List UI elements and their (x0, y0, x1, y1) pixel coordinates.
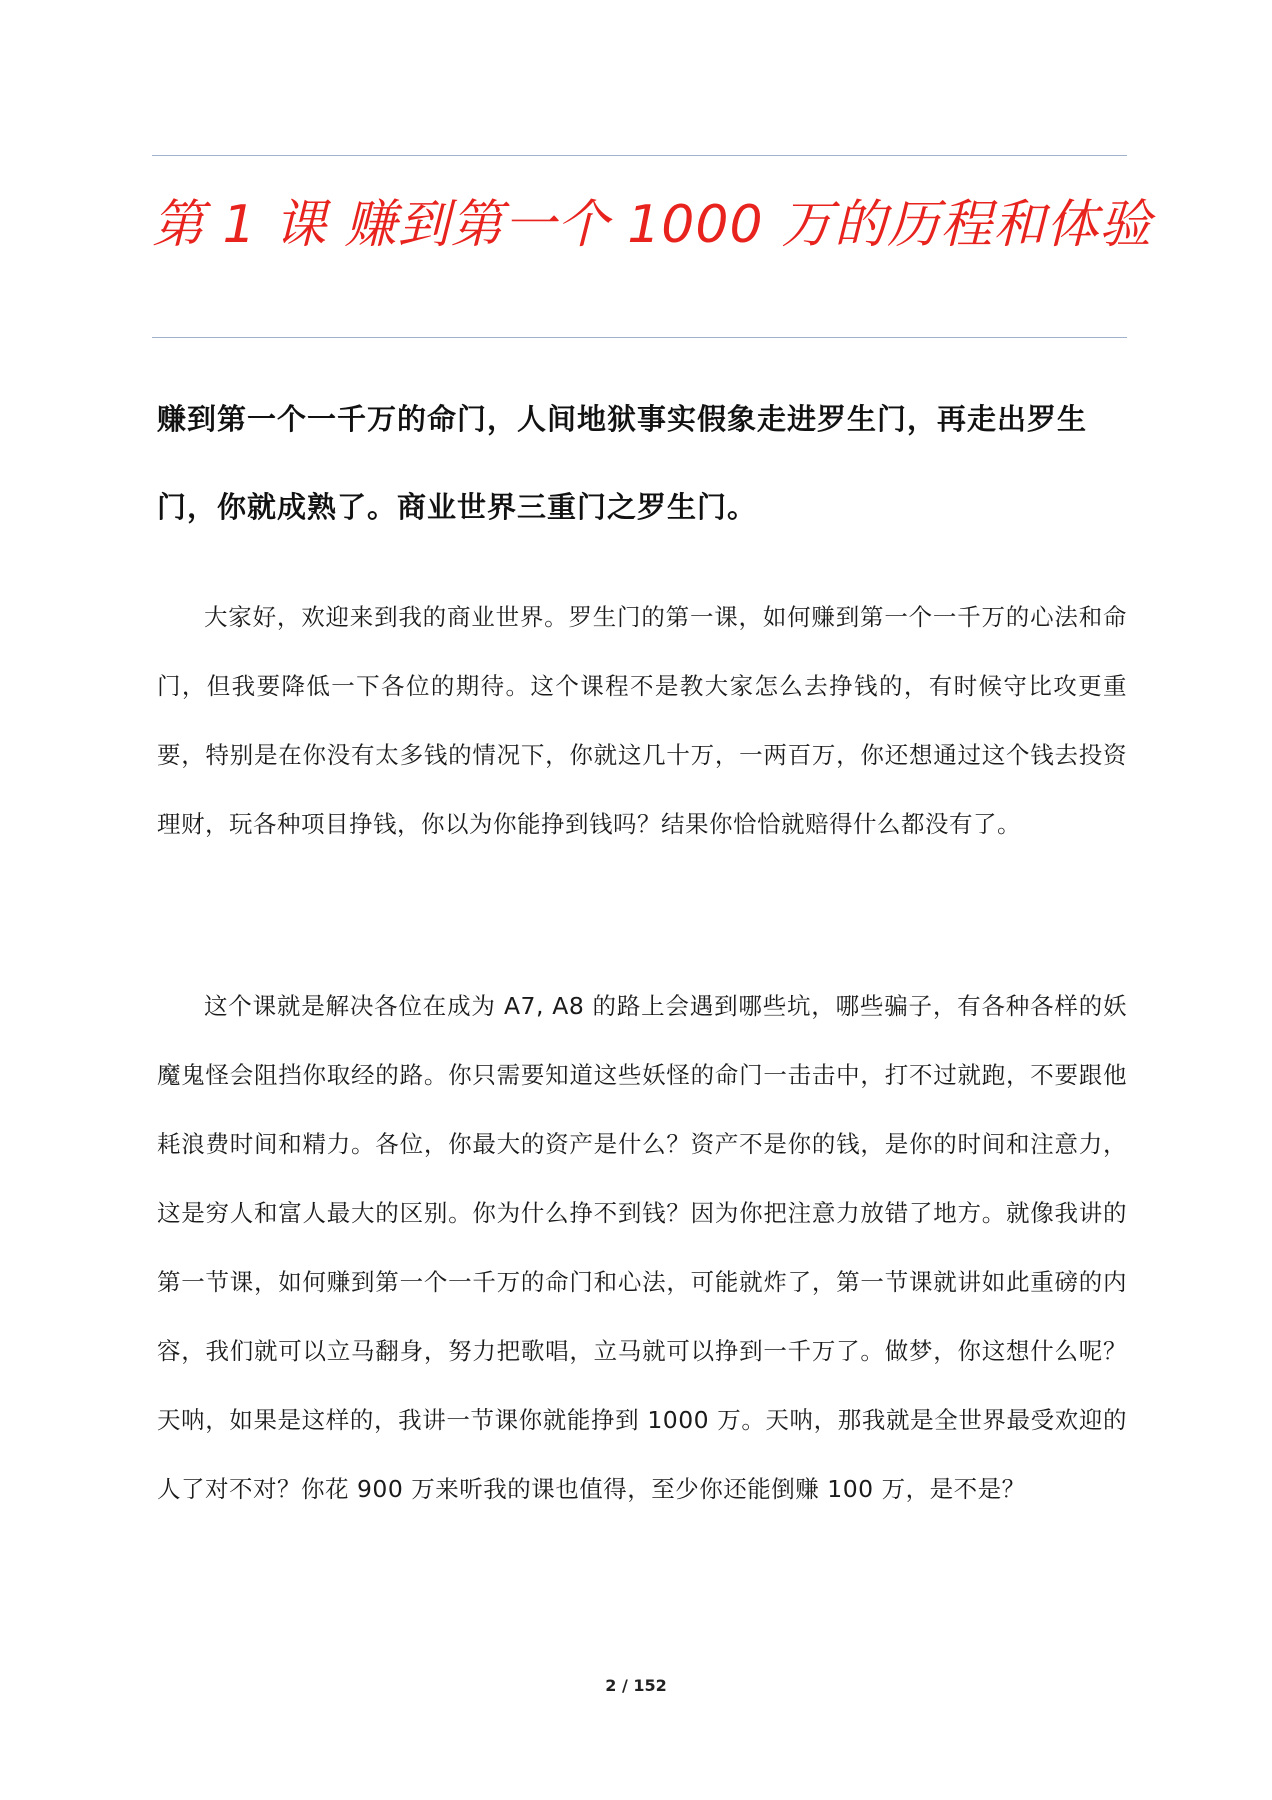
top-divider (152, 155, 1127, 156)
body-paragraph-2: 这个课就是解决各位在成为 A7, A8 的路上会遇到哪些坑，哪些骗子，有各种各样的妖魔鬼怪会阻挡你取经的路。你只需要知道这些妖怪的命门一击击中，打不过就跑，不要跟他耗浪费时间和精力。各位，你最大的资产是什么？资产不是你的钱，是你的时间和注意力，这是穷人和富人最大的区别。你为什么挣不到钱？因为你把注意力放错了地方。就像我讲的第一节课，如何赚到第一个一千万的命门和心法，可能就炸了，第一节课就讲如此重磅的内容，我们就可以立马翻身，努力把歌唱，立马就可以挣到一千万了。做梦，你这想什么呢？天呐，如果是这样的，我讲一节课你就能挣到 1000 万。天呐，那我就是全世界最受欢迎的人了对不对？你花 900 万来听我的课也值得，至少你还能倒赚 100 万，是不是？ (157, 992, 1127, 1503)
page-title: 第 1 课 赚到第一个 1000 万的历程和体验 (152, 195, 1153, 255)
section-heading: 赚到第一个一千万的命门，人间地狱事实假象走进罗生门，再走出罗生门，你就成熟了。商业世界三重门之罗生门。 (157, 402, 1088, 524)
bottom-divider (152, 337, 1127, 338)
page-number: 2 / 152 (605, 1676, 667, 1695)
body-paragraph-1: 大家好，欢迎来到我的商业世界。罗生门的第一课，如何赚到第一个一千万的心法和命门，但我要降低一下各位的期待。这个课程不是教大家怎么去挣钱的，有时候守比攻更重要，特别是在你没有太多钱的情况下，你就这几十万，一两百万，你还想通过这个钱去投资理财，玩各种项目挣钱，你以为你能挣到钱吗？结果你恰恰就赔得什么都没有了。 (157, 603, 1127, 838)
